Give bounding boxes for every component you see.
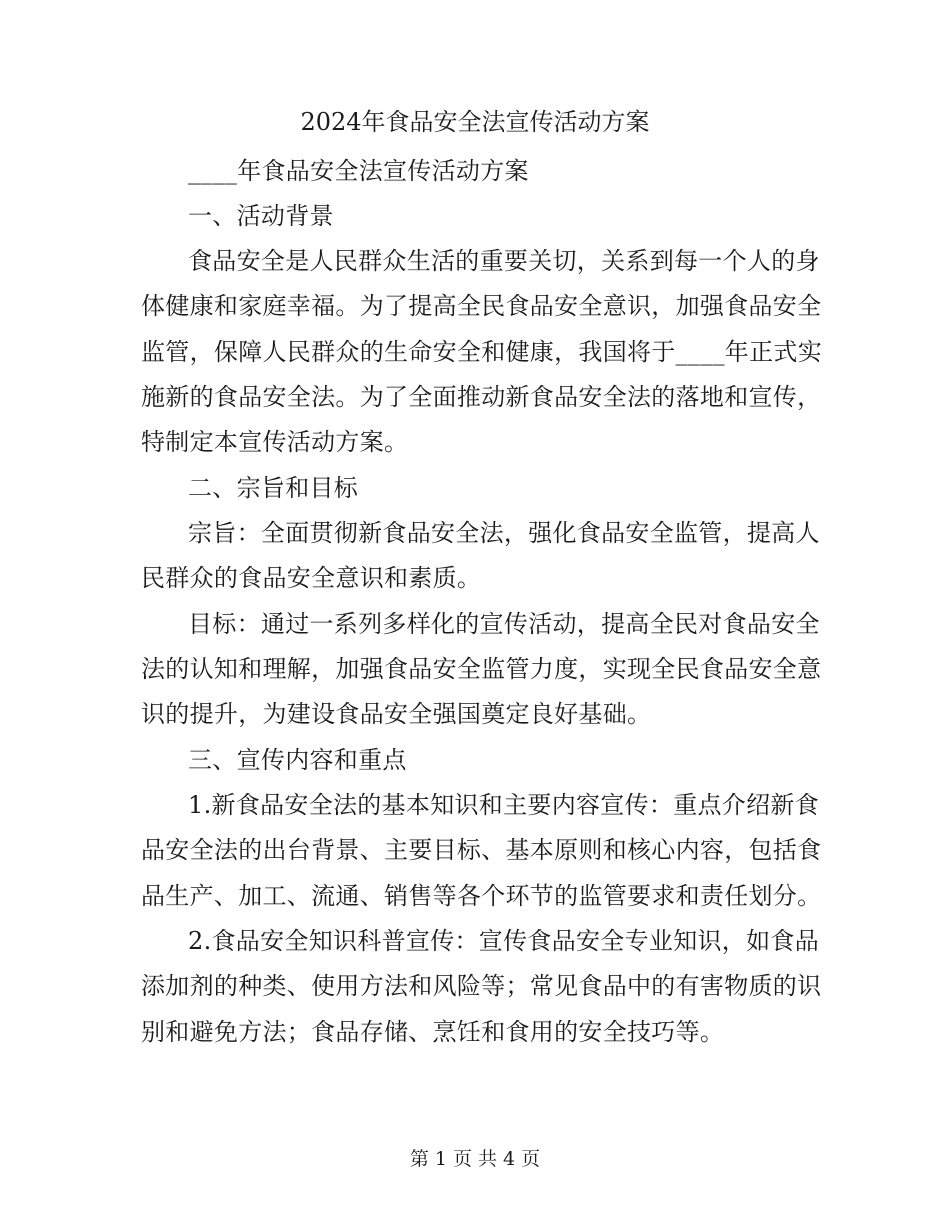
paragraph-line: 添加剂的种类、使用方法和风险等；常见食品中的有害物质的识	[141, 972, 822, 1000]
paragraph-line: 宗旨：全面贯彻新食品安全法，强化食品安全监管，提高人	[188, 519, 820, 547]
page-number-footer: 第 1 页 共 4 页	[409, 1148, 541, 1170]
paragraph-line: 品生产、加工、流通、销售等各个环节的监管要求和责任划分。	[141, 882, 822, 910]
paragraph-line: 2.食品安全知识科普宣传：宣传食品安全专业知识，如食品	[188, 927, 819, 955]
paragraph-line: 体健康和家庭幸福。为了提高全民食品安全意识，加强食品安全	[141, 292, 822, 320]
section-heading-content: 三、宣传内容和重点	[188, 746, 407, 774]
paragraph-line: 监管，保障人民群众的生命安全和健康，我国将于____年正式实	[141, 338, 822, 366]
paragraph-line: 识的提升，为建设食品安全强国奠定良好基础。	[141, 700, 652, 728]
paragraph-line: 目标：通过一系列多样化的宣传活动，提高全民对食品安全	[188, 610, 820, 638]
paragraph-line: 法的认知和理解，加强食品安全监管力度，实现全民食品安全意	[141, 655, 822, 683]
section-heading-background: 一、活动背景	[188, 202, 334, 230]
paragraph-line: 食品安全是人民群众生活的重要关切，关系到每一个人的身	[188, 247, 820, 275]
subtitle-line: ____年食品安全法宣传活动方案	[188, 157, 529, 185]
section-heading-purpose: 二、宗旨和目标	[188, 474, 359, 502]
paragraph-line: 施新的食品安全法。为了全面推动新食品安全法的落地和宣传，	[141, 383, 822, 411]
paragraph-line: 1.新食品安全法的基本知识和主要内容宣传：重点介绍新食	[188, 791, 819, 819]
paragraph-line: 特制定本宣传活动方案。	[141, 428, 409, 456]
paragraph-line: 民群众的食品安全意识和素质。	[141, 564, 482, 592]
paragraph-line: 品安全法的出台背景、主要目标、基本原则和核心内容，包括食	[141, 836, 822, 864]
paragraph-line: 别和避免方法；食品存储、烹饪和食用的安全技巧等。	[141, 1018, 725, 1046]
document-title: 2024年食品安全法宣传活动方案	[300, 108, 650, 136]
